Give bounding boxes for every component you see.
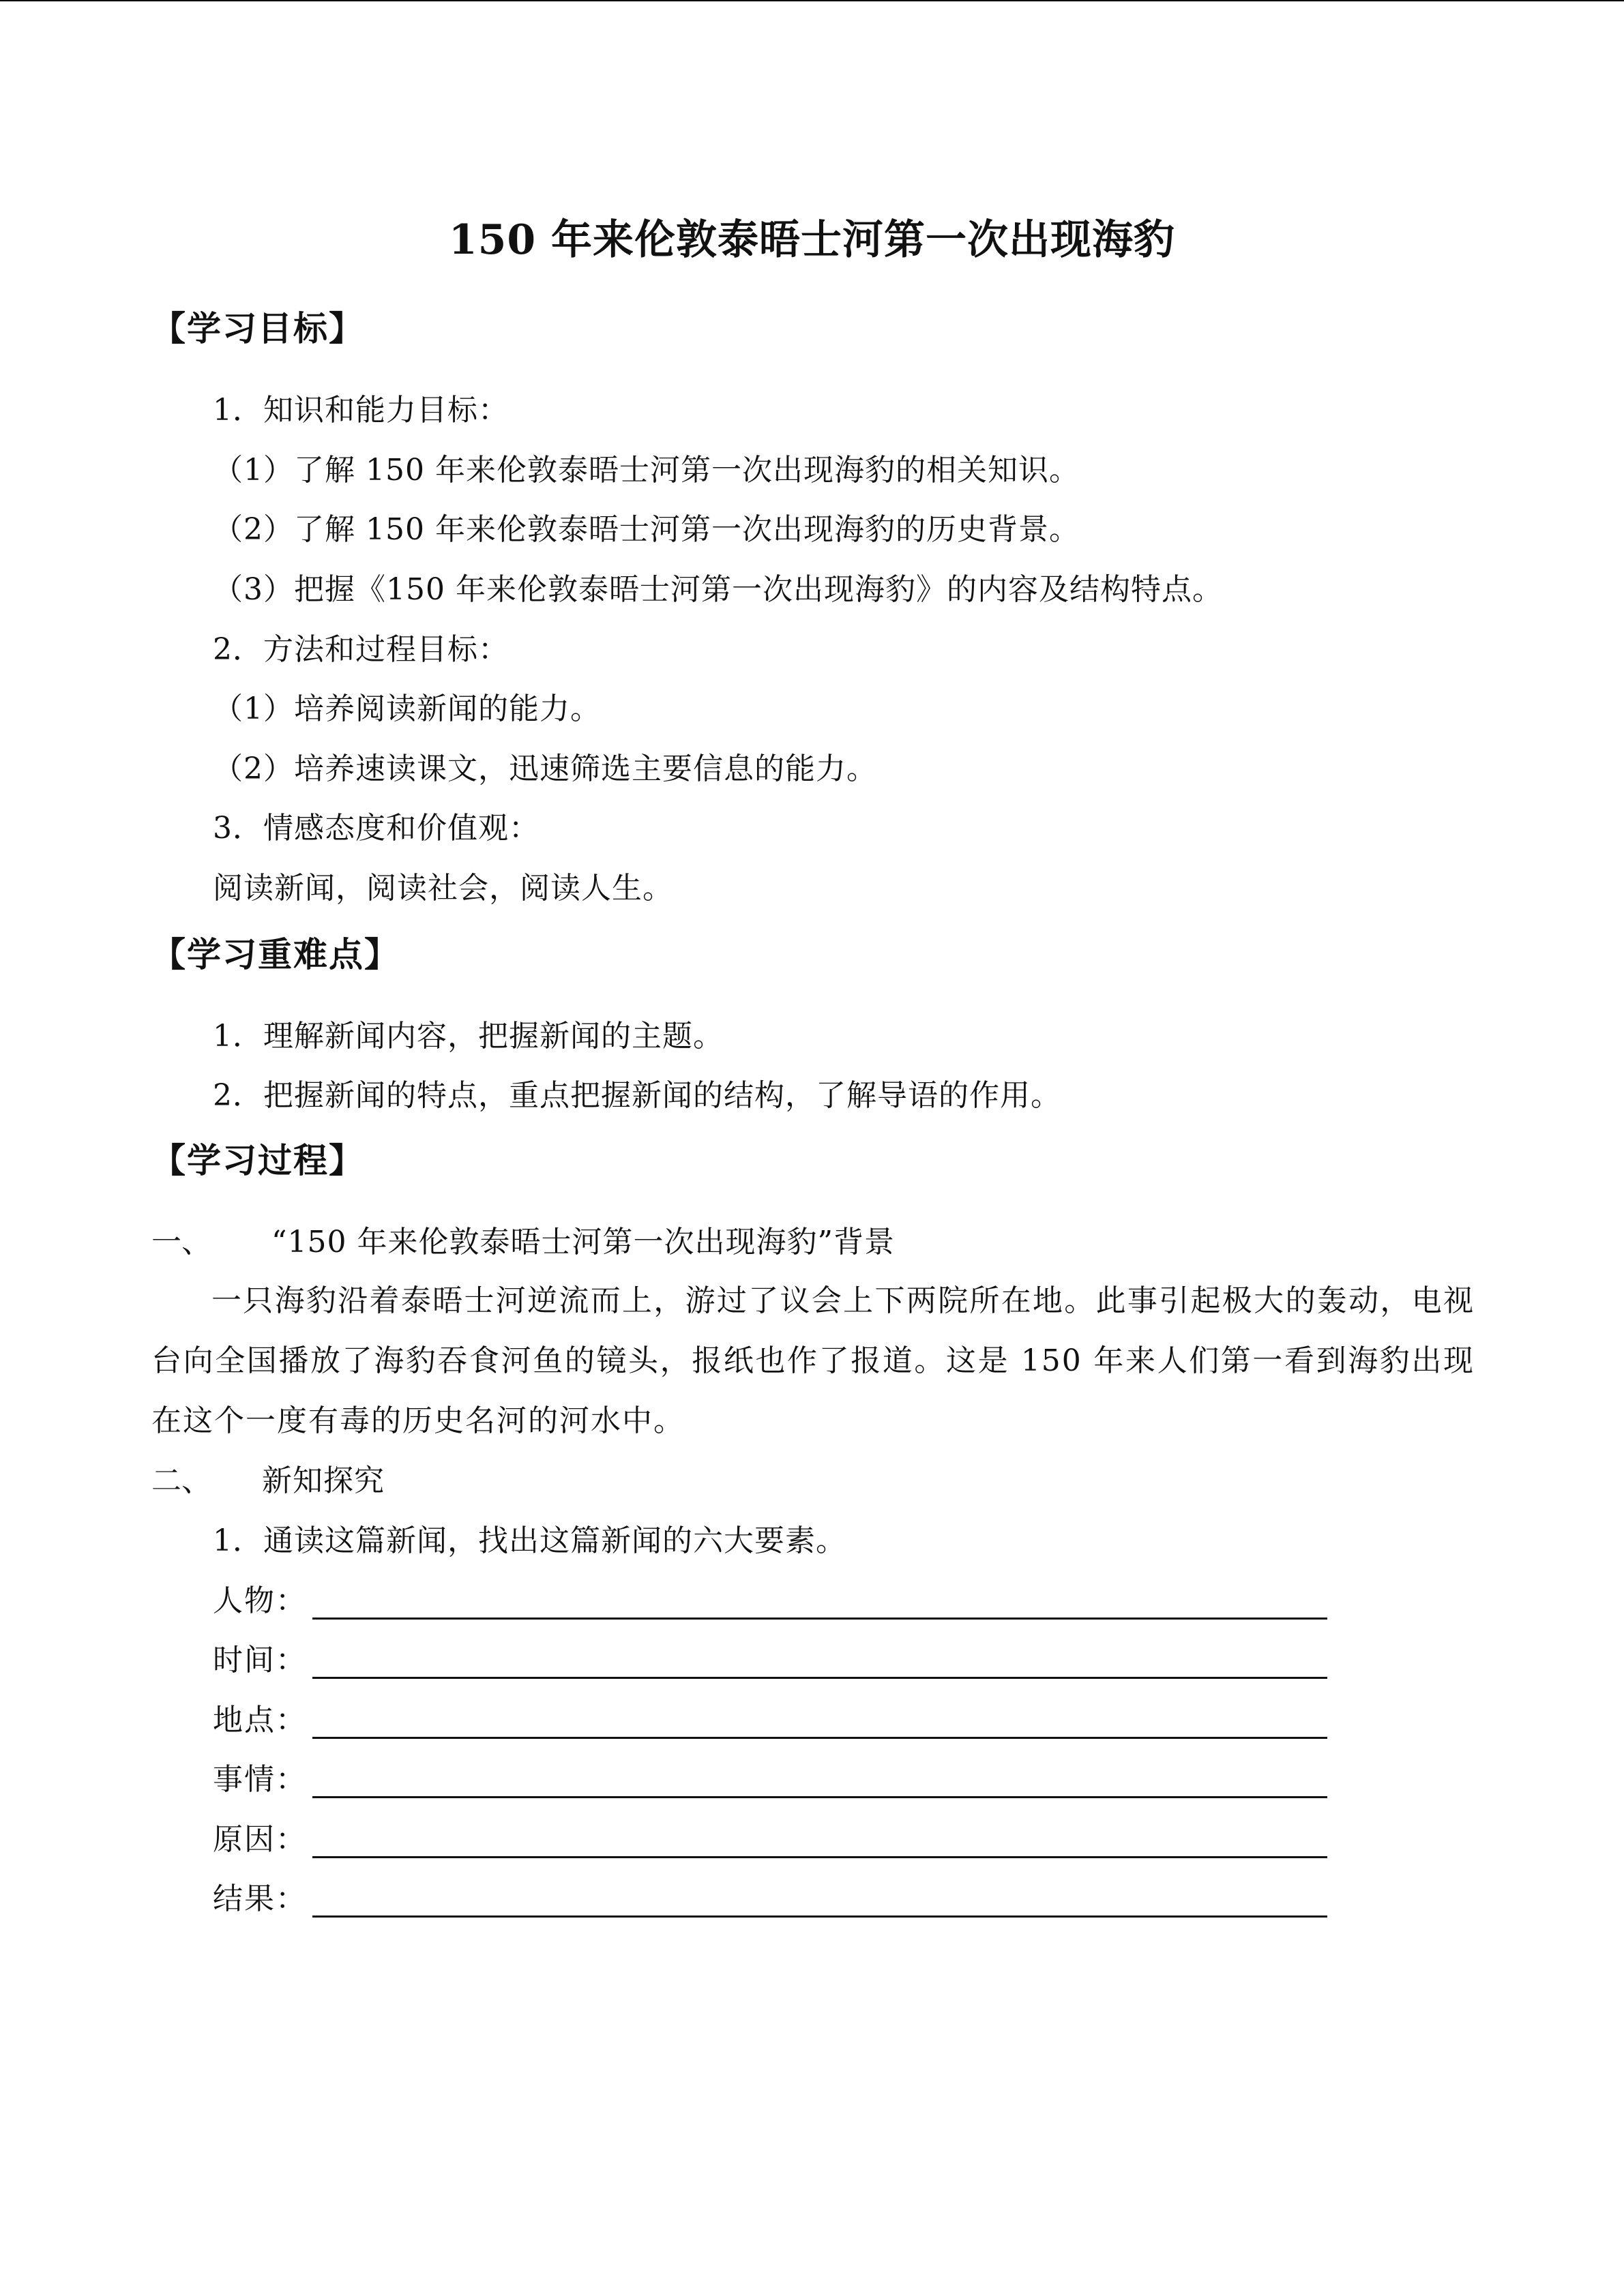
goal-item: （2）了解 150 年来伦敦泰晤士河第一次出现海豹的历史背景。 (213, 512, 1080, 547)
field-label-time: 时间： (213, 1643, 307, 1678)
goal-item: 阅读新闻，阅读社会，阅读人生。 (213, 871, 673, 906)
field-label-place: 地点： (213, 1703, 307, 1738)
field-label-event: 事情： (213, 1762, 307, 1797)
goal-item: 1．知识和能力目标： (213, 393, 509, 428)
section2-task: 1．通读这篇新闻，找出这篇新闻的六大要素。 (213, 1523, 846, 1558)
answer-line-cause[interactable] (312, 1856, 1327, 1858)
goal-item: （1）了解 150 年来伦敦泰晤士河第一次出现海豹的相关知识。 (213, 453, 1080, 488)
section2-number: 二、 (151, 1463, 211, 1498)
answer-line-person[interactable] (312, 1617, 1327, 1620)
goal-item: （1）培养阅读新闻的能力。 (213, 691, 601, 726)
section2-title: 新知探究 (262, 1463, 385, 1498)
answer-line-place[interactable] (312, 1737, 1327, 1739)
goal-item: （3）把握《150 年来伦敦泰晤士河第一次出现海豹》的内容及结构特点。 (213, 572, 1223, 607)
goal-item: 2．方法和过程目标： (213, 632, 509, 667)
page-title: 150 年来伦敦泰晤士河第一次出现海豹 (448, 216, 1176, 264)
goal-item: （2）培养速读课文，迅速筛选主要信息的能力。 (213, 751, 877, 786)
answer-line-time[interactable] (312, 1677, 1327, 1679)
answer-line-event[interactable] (312, 1796, 1327, 1798)
section1-title: “150 年来伦敦泰晤士河第一次出现海豹”背景 (271, 1225, 895, 1259)
process-heading: 【学习过程】 (151, 1140, 364, 1180)
field-label-person: 人物： (213, 1583, 307, 1618)
goal-item: 3．情感态度和价值观： (213, 811, 540, 846)
goals-heading: 【学习目标】 (151, 308, 364, 348)
keypoints-heading: 【学习重难点】 (151, 934, 400, 974)
keypoint-item: 2．把握新闻的特点，重点把握新闻的结构，了解导语的作用。 (213, 1078, 1061, 1113)
section1-paragraph: 一只海豹沿着泰晤士河逆流而上，游过了议会上下两院所在地。此事引起极大的轰动，电视台向全国播放了海豹吞食河鱼的镜头，报纸也作了报道。这是 150 年来人们第一看到海豹出现在这个一度有毒的历史名河的河水中。 (151, 1283, 1475, 1438)
answer-line-result[interactable] (312, 1915, 1327, 1918)
section1-number: 一、 (151, 1225, 211, 1259)
field-label-cause: 原因： (213, 1822, 307, 1857)
keypoint-item: 1．理解新闻内容，把握新闻的主题。 (213, 1019, 724, 1054)
field-label-result: 结果： (213, 1881, 307, 1916)
